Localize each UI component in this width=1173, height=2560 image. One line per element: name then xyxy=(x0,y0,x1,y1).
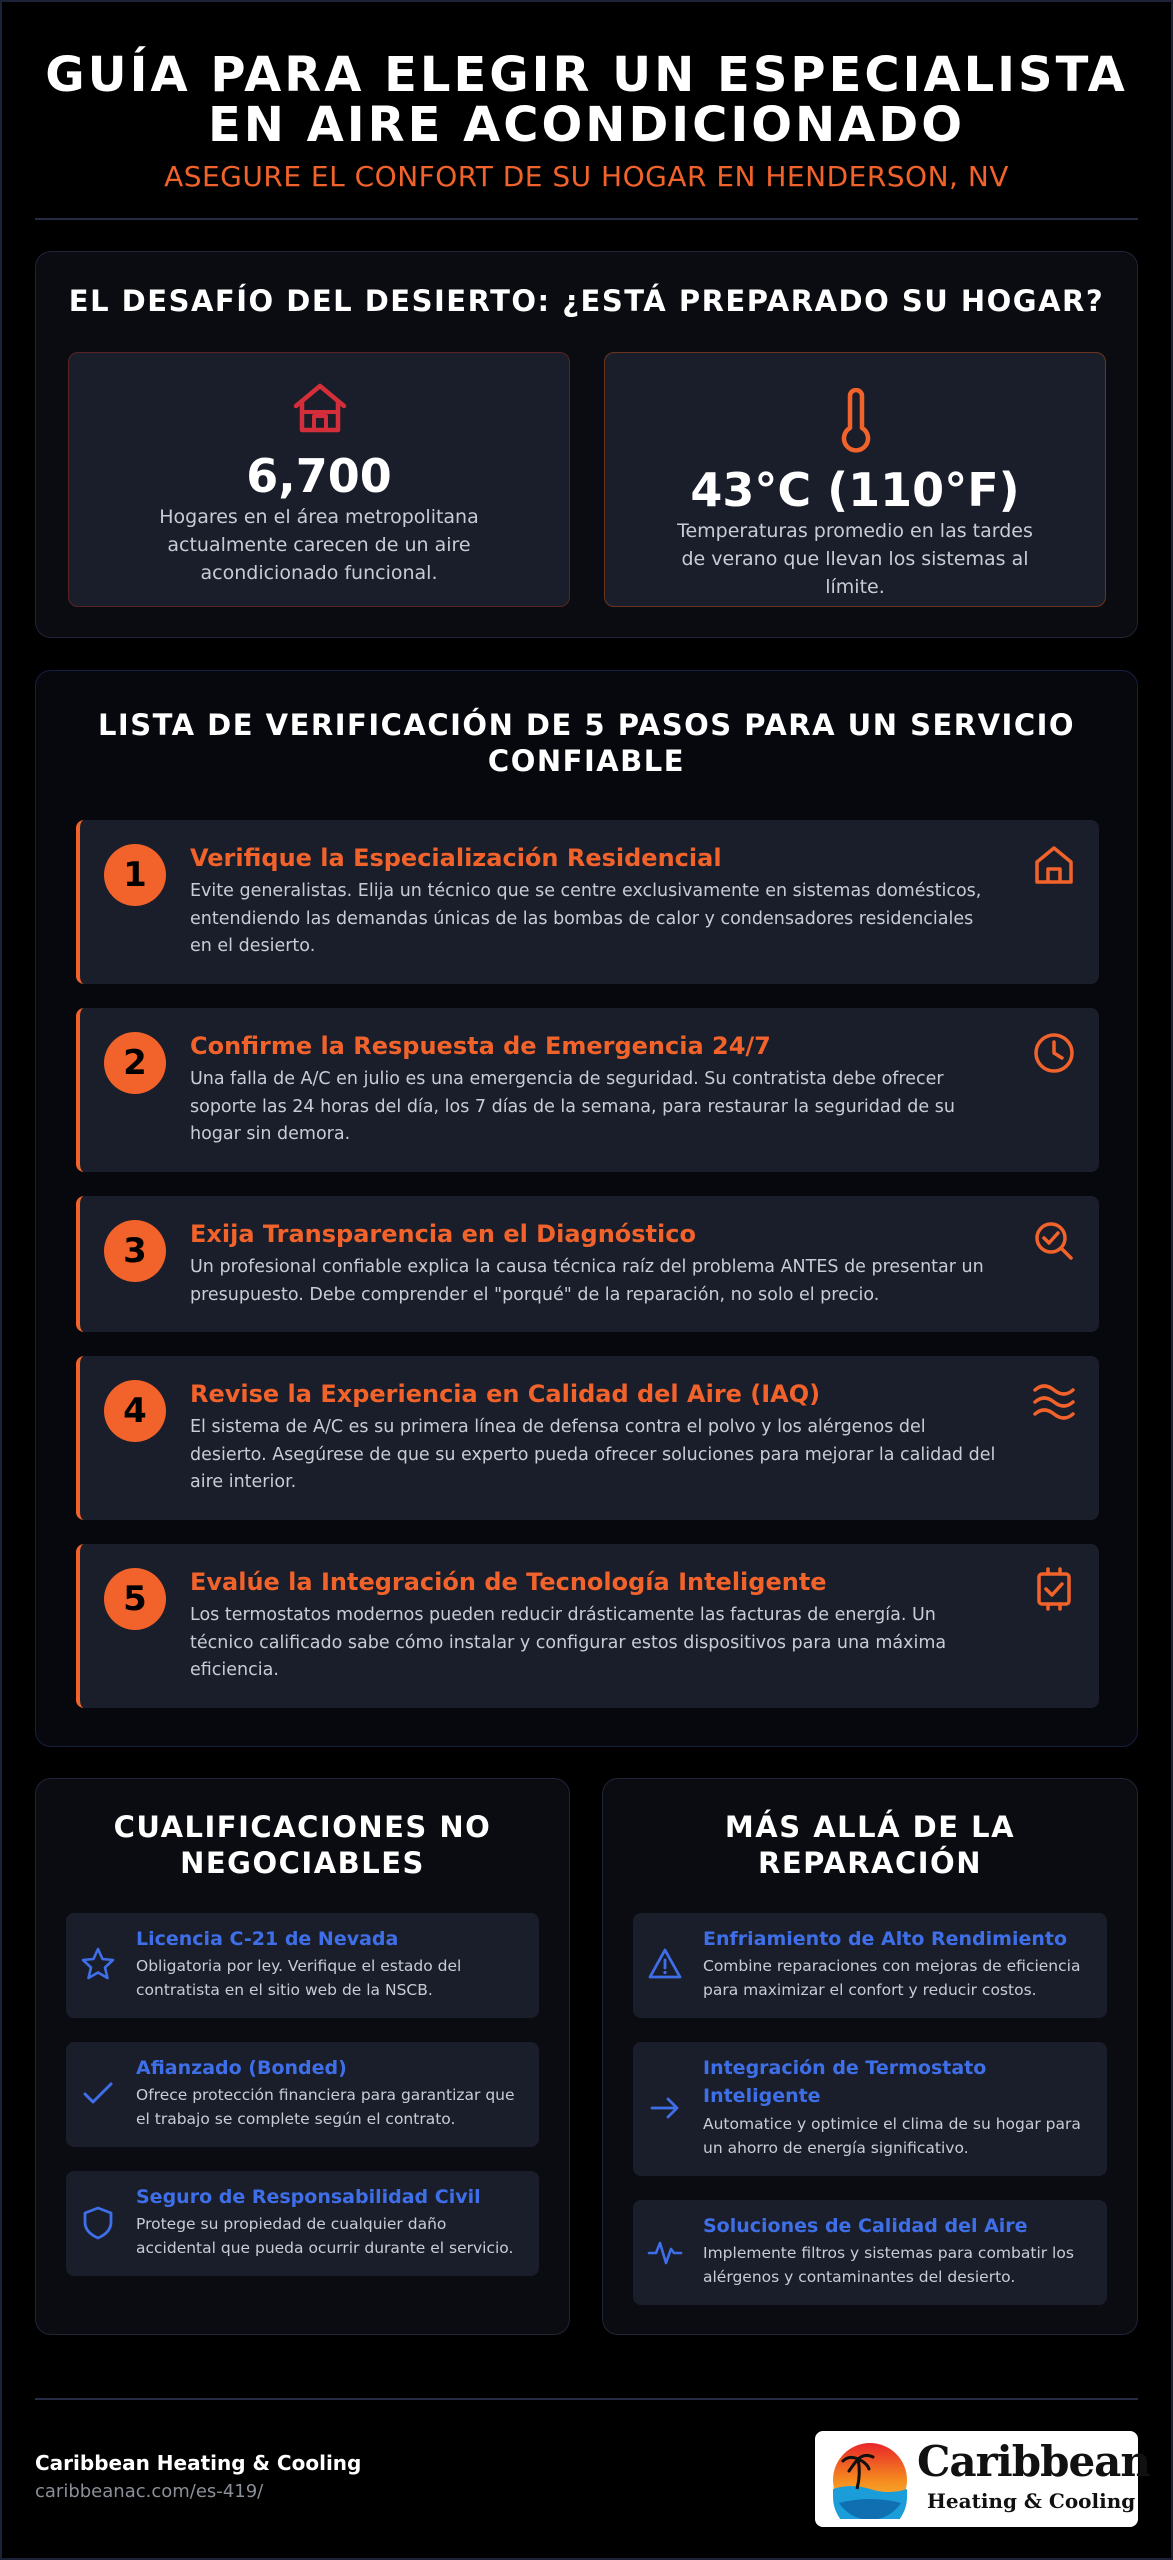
qualification-title: Afianzado (Bonded) xyxy=(136,2057,347,2079)
service-title-line1: Integración de Termostato xyxy=(703,2057,987,2079)
pulse-icon xyxy=(647,2234,683,2270)
logo-wordmark: Caribbean xyxy=(917,2437,1150,2486)
step-description: Un profesional confiable explica la causa técnica raíz del problema ANTES de presentar un presupuesto. Debe comprender el "porqué" de la reparación, no solo el precio. xyxy=(190,1257,984,1305)
qualifications-section xyxy=(35,1778,570,2335)
service-item-cooling xyxy=(633,1913,1107,2018)
qualification-desc-line2: el trabajo se complete según el contrato. xyxy=(136,2110,456,2128)
shield-icon xyxy=(80,2205,116,2241)
step-title: Evalúe la Integración de Tecnología Inteligente xyxy=(190,1568,827,1596)
page-header xyxy=(0,47,1173,193)
footer-url[interactable]: caribbeanac.com/es-419/ xyxy=(35,2481,264,2502)
step-description: El sistema de A/C es su primera línea de defensa contra el polvo y los alérgenos del desierto. Asegúrese de que su experto pueda ofrecer soluciones para mejorar la calidad del aire interior. xyxy=(190,1417,996,1492)
service-desc-line1: Automatice y optimice el clima de su hogar para xyxy=(703,2115,1081,2133)
stat-value-homes: 6,700 xyxy=(246,449,392,503)
service-title-line1: Enfriamiento de Alto Rendimiento xyxy=(703,1928,1068,1950)
qualification-desc-line1: Ofrece protección financiera para garantizar que xyxy=(136,2086,515,2104)
step-number-badge: 3 xyxy=(104,1220,166,1282)
step-card-4 xyxy=(76,1356,1099,1520)
step-description: Una falla de A/C en julio es una emergencia de seguridad. Su contratista debe ofrecer soporte las 24 horas del día, los 7 días de la semana, para restaurar la seguridad de su hogar sin demora. xyxy=(190,1069,955,1144)
qualification-desc-line1: Obligatoria por ley. Verifique el estado del xyxy=(136,1957,462,1975)
challenge-section xyxy=(35,251,1138,638)
qualification-desc-line2: contratista en el sitio web de la NSCB. xyxy=(136,1981,433,1999)
challenge-title: EL DESAFÍO DEL DESIERTO: ¿ESTÁ PREPARADO SU HOGAR? xyxy=(68,284,1105,318)
stat-card-temperature xyxy=(604,352,1106,607)
page-subtitle: ASEGURE EL CONFORT DE SU HOGAR EN HENDERSON, NV xyxy=(164,160,1009,193)
logo-emblem-icon xyxy=(831,2441,909,2519)
step-number-badge: 1 xyxy=(104,844,166,906)
stat-value-temperature: 43°C (110°F) xyxy=(690,463,1020,517)
stat-desc-temperature: Temperaturas promedio en las tardes de verano que llevan los sistemas al límite. xyxy=(677,520,1033,598)
qualification-item-bonded xyxy=(66,2042,539,2147)
step-card-3 xyxy=(76,1196,1099,1332)
checklist-title-line1: LISTA DE VERIFICACIÓN DE 5 PASOS PARA UN SERVICIO xyxy=(97,708,1076,742)
house-icon xyxy=(290,378,350,438)
qualification-item-license xyxy=(66,1913,539,2018)
clock-icon xyxy=(1031,1030,1077,1076)
step-description: Los termostatos modernos pueden reducir drásticamente las facturas de energía. Un técnico calificado sabe cómo instalar y configurar estos dispositivos para una máxima eficiencia. xyxy=(190,1605,947,1680)
service-desc-line2: alérgenos y contaminantes del desierto. xyxy=(703,2268,1016,2286)
star-icon xyxy=(80,1946,116,1982)
service-title-line1: Soluciones de Calidad del Aire xyxy=(703,2215,1028,2237)
qualification-desc-line1: Protege su propiedad de cualquier daño xyxy=(136,2215,447,2233)
home-icon xyxy=(1031,842,1077,888)
qualification-title: Seguro de Responsabilidad Civil xyxy=(136,2186,481,2208)
search-check-icon xyxy=(1031,1218,1077,1264)
step-title: Verifique la Especialización Residencial xyxy=(190,844,722,872)
step-title: Exija Transparencia en el Diagnóstico xyxy=(190,1220,696,1248)
checklist-section xyxy=(35,670,1138,1747)
step-description: Evite generalistas. Elija un técnico que se centre exclusivamente en sistemas domésticos, entendiendo las demandas únicas de las bombas de calor y condensadores residenciales en el desierto. xyxy=(190,881,982,956)
step-title: Confirme la Respuesta de Emergencia 24/7 xyxy=(190,1032,771,1060)
footer-divider xyxy=(35,2398,1138,2400)
air-waves-icon xyxy=(1031,1378,1077,1424)
stat-card-homes xyxy=(68,352,570,607)
service-desc-line1: Implemente filtros y sistemas para combatir los xyxy=(703,2244,1074,2262)
qualification-item-insurance xyxy=(66,2171,539,2276)
service-item-thermostat xyxy=(633,2042,1107,2176)
arrow-right-icon xyxy=(647,2090,683,2126)
checklist-title-line2: CONFIABLE xyxy=(487,744,686,778)
service-desc-line1: Combine reparaciones con mejoras de eficiencia xyxy=(703,1957,1081,1975)
service-title-line2: Inteligente xyxy=(703,2085,821,2107)
beyond-title-line2: REPARACIÓN xyxy=(758,1846,982,1880)
step-number-badge: 5 xyxy=(104,1568,166,1630)
warning-icon xyxy=(647,1946,683,1982)
step-number-badge: 4 xyxy=(104,1380,166,1442)
footer-company-name: Caribbean Heating & Cooling xyxy=(35,2451,362,2475)
header-divider xyxy=(35,218,1138,220)
qualification-desc-line2: accidental que pueda ocurrir durante el servicio. xyxy=(136,2239,514,2257)
qualifications-title-line1: CUALIFICACIONES NO xyxy=(113,1810,492,1844)
service-desc-line2: para maximizar el confort y reducir costos. xyxy=(703,1981,1037,1999)
stat-desc-homes: Hogares en el área metropolitana actualmente carecen de un aire acondicionado funcional. xyxy=(159,506,479,584)
page-title-line1: GUÍA PARA ELEGIR UN ESPECIALISTA xyxy=(45,47,1128,103)
qualifications-title-line2: NEGOCIABLES xyxy=(180,1846,425,1880)
service-item-air-quality xyxy=(633,2200,1107,2305)
step-card-5 xyxy=(76,1544,1099,1708)
beyond-repair-section xyxy=(602,1778,1138,2335)
step-card-2 xyxy=(76,1008,1099,1172)
step-number-badge: 2 xyxy=(104,1032,166,1094)
smart-device-icon xyxy=(1031,1566,1077,1612)
page-title-line2: EN AIRE ACONDICIONADO xyxy=(207,97,966,153)
step-card-1 xyxy=(76,820,1099,984)
beyond-title-line1: MÁS ALLÁ DE LA xyxy=(724,1810,1016,1844)
check-icon xyxy=(80,2075,116,2111)
logo-tagline: Heating & Cooling xyxy=(927,2489,1136,2513)
qualification-title: Licencia C-21 de Nevada xyxy=(136,1928,399,1950)
step-title: Revise la Experiencia en Calidad del Aire (IAQ) xyxy=(190,1380,821,1408)
service-desc-line2: un ahorro de energía significativo. xyxy=(703,2139,969,2157)
thermometer-icon xyxy=(834,388,878,454)
company-logo xyxy=(815,2431,1150,2527)
